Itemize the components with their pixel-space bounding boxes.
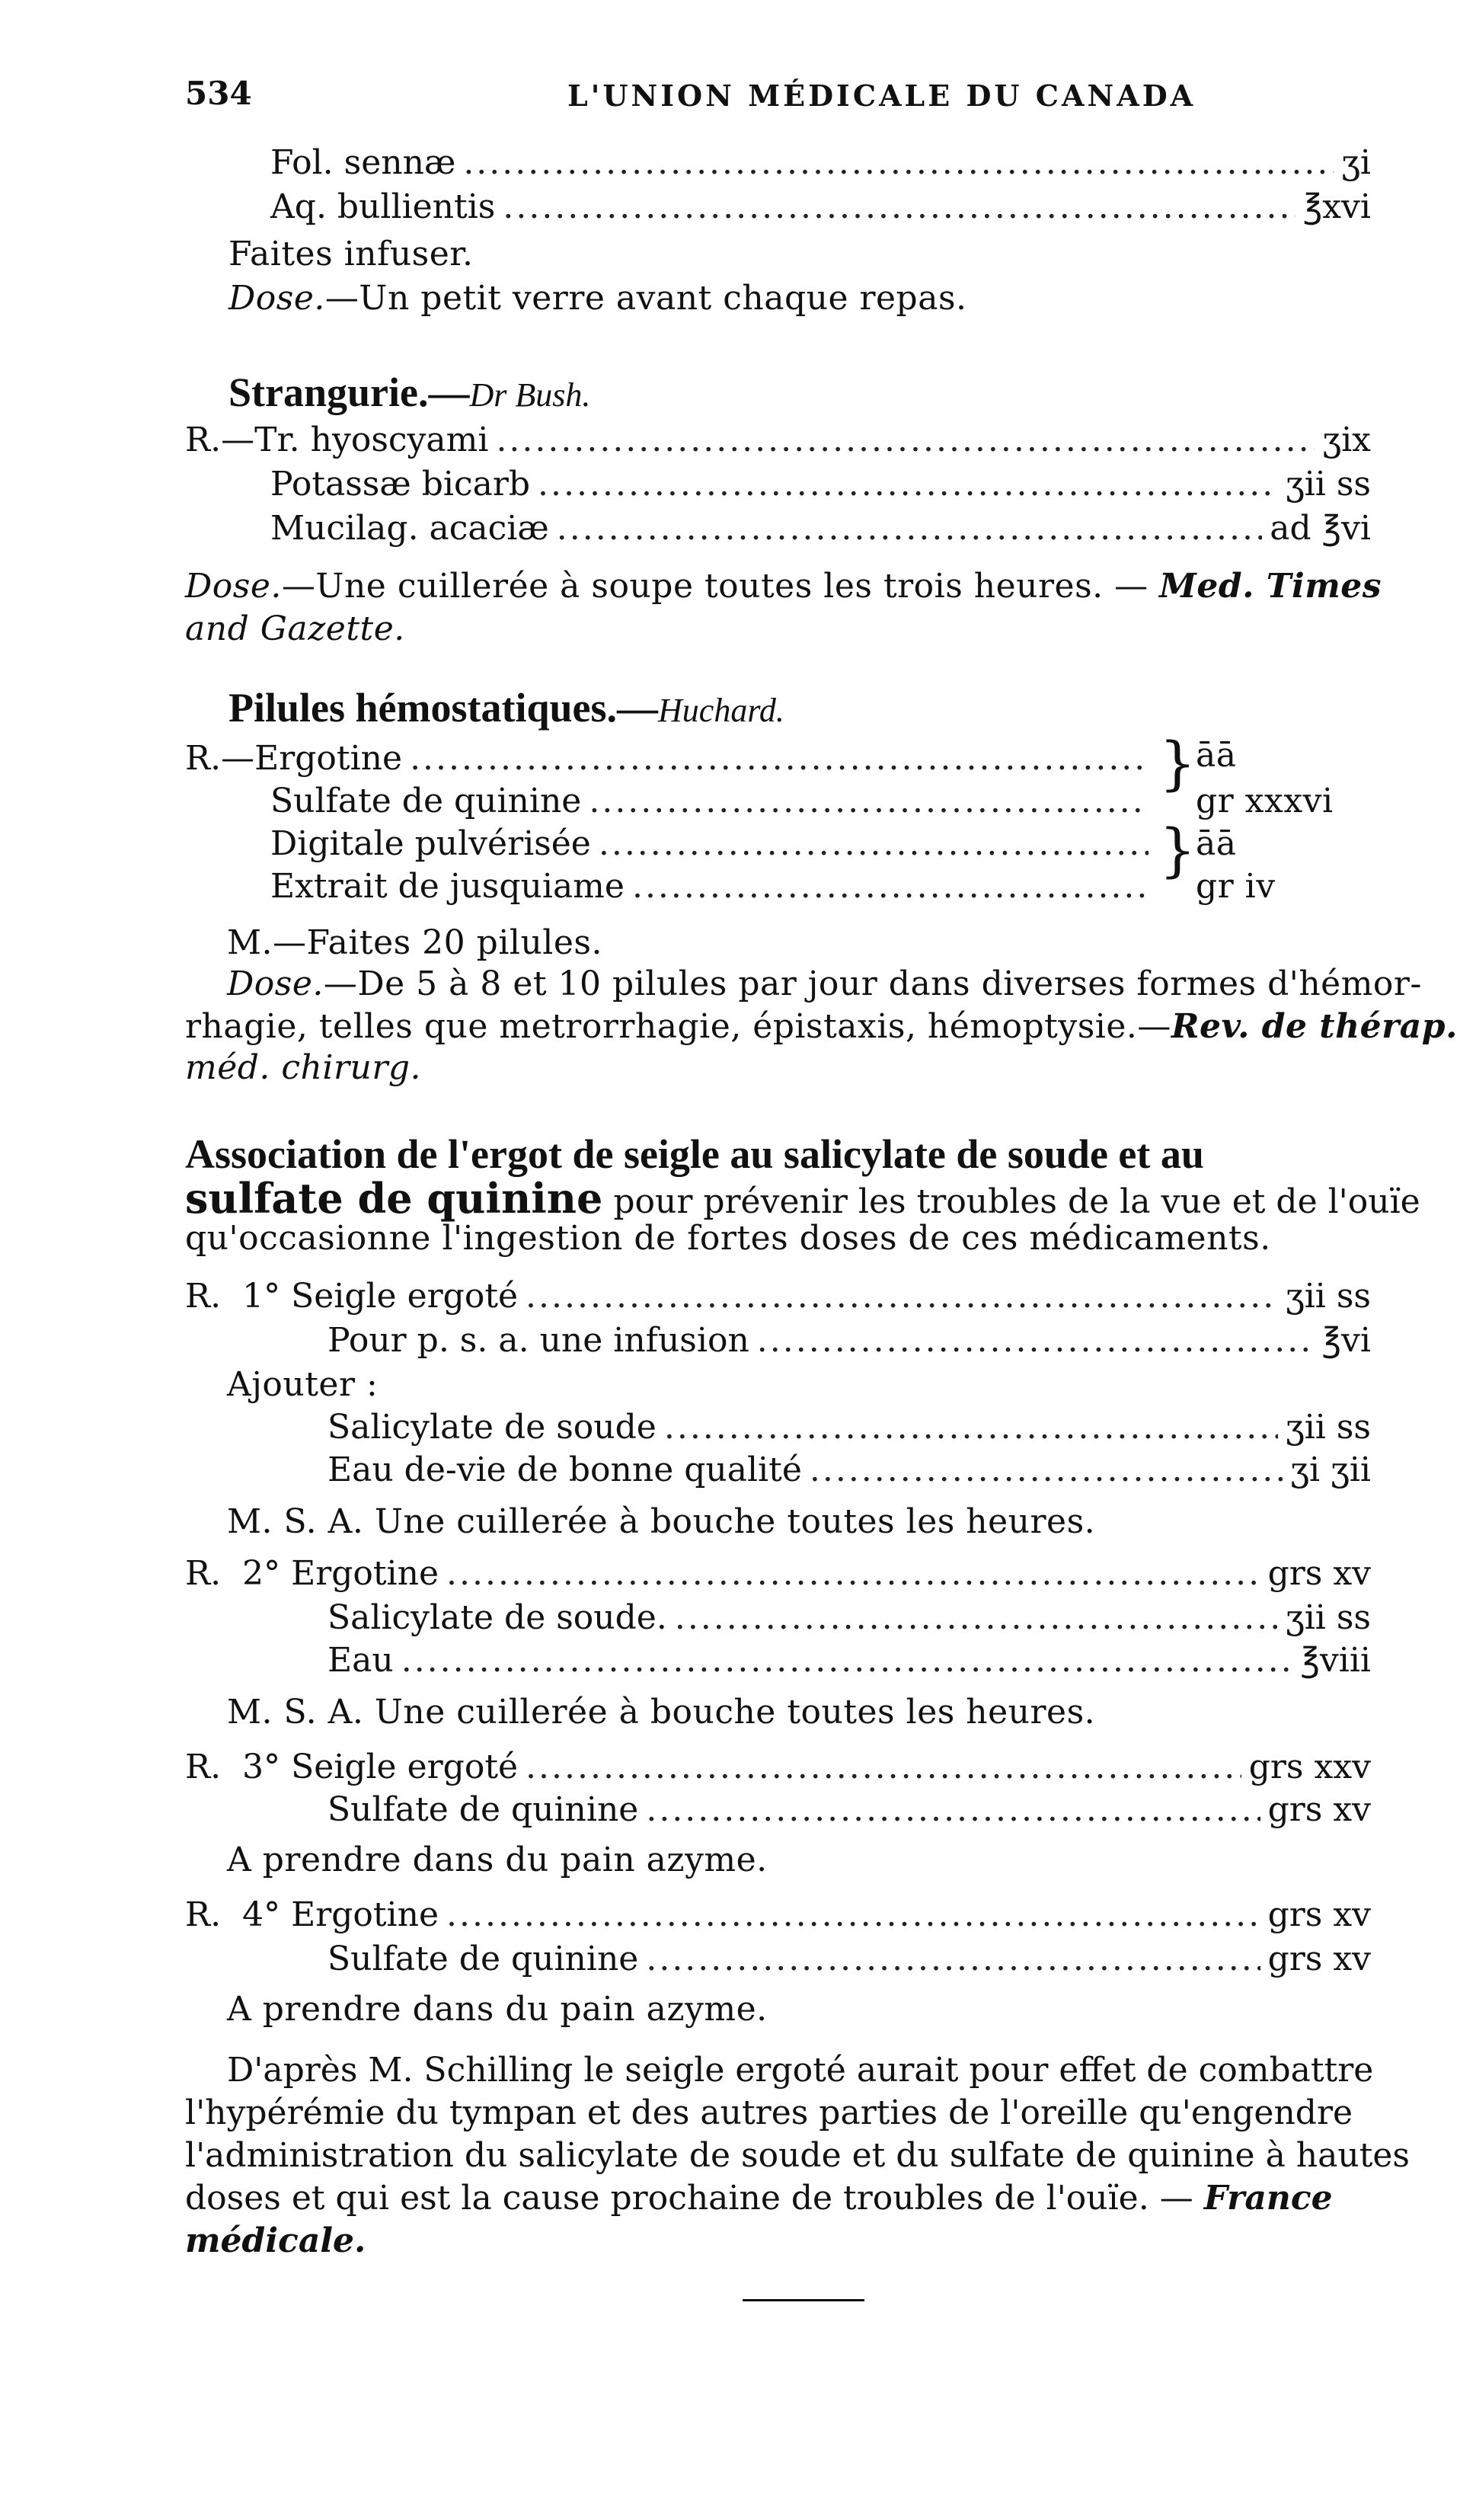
- leader-dots: [646, 1793, 1260, 1827]
- recipe-line: [270, 465, 1371, 504]
- ingredient-amount: grs xv: [1267, 1790, 1371, 1829]
- recipe-line: [327, 1408, 1371, 1447]
- section-divider: [743, 2299, 864, 2301]
- ingredient-amount: ʒi: [1341, 143, 1371, 182]
- leader-dots: [632, 870, 1149, 903]
- leader-dots: [446, 1898, 1260, 1932]
- ingredient-label: Digitale pulvérisée: [270, 824, 591, 863]
- dose-line: [227, 964, 1422, 1003]
- ingredient-label: Eau: [327, 1641, 394, 1680]
- leader-dots: [589, 785, 1149, 818]
- ingredient-amount: ʒi ʒii: [1290, 1450, 1371, 1489]
- dose-text: rhagie, telles que metrorrhagie, épistaxis, hémoptysie.—: [185, 1007, 1171, 1046]
- dose-text: —Une cuillerée à soupe toutes les trois heures. —: [281, 567, 1149, 606]
- dose-line: [185, 567, 1382, 606]
- ingredient-label: R. 2° Ergotine: [185, 1554, 439, 1593]
- source-citation: Rev. de thérap.: [1171, 1007, 1458, 1046]
- recipe-line: [270, 867, 1156, 906]
- ingredient-amount: grs xv: [1267, 1895, 1371, 1934]
- heading-author: Dr Bush.: [469, 376, 591, 414]
- leader-dots: [599, 827, 1149, 861]
- recipe-line: [270, 187, 1371, 226]
- leader-dots: [810, 1453, 1283, 1487]
- brace-glyph: }: [1159, 816, 1196, 884]
- recipe-line: [327, 1321, 1371, 1360]
- ingredient-amount: gr iv: [1196, 867, 1276, 906]
- ingredient-amount: ʒii ss: [1285, 1408, 1371, 1447]
- recipe-line: [327, 1790, 1371, 1829]
- section-heading-line: [185, 1174, 1420, 1223]
- heading-author: Huchard.: [658, 692, 784, 729]
- ingredient-label: Sulfate de quinine: [327, 1790, 639, 1829]
- source-citation: France: [1203, 2179, 1333, 2218]
- heading-title: sulfate de quinine: [185, 1174, 603, 1223]
- dose-label: Dose.: [185, 567, 282, 606]
- ingredient-amount: ℥vi: [1321, 1321, 1371, 1360]
- running-title: L'UNION MÉDICALE DU CANADA: [567, 78, 1196, 113]
- recipe-line: [270, 509, 1371, 548]
- recipe-line: [327, 1940, 1371, 1978]
- ingredient-label: Pour p. s. a. une infusion: [327, 1321, 749, 1360]
- recipe-line: [270, 782, 1156, 820]
- instruction-text: A prendre dans du pain azyme.: [227, 1990, 768, 2029]
- ingredient-label: Salicylate de soude.: [327, 1598, 667, 1637]
- heading-title: Pilules hémostatiques.—: [228, 685, 659, 731]
- dose-line: [185, 1007, 1458, 1046]
- ingredient-label: R. 4° Ergotine: [185, 1895, 439, 1934]
- recipe-line: [185, 1748, 1371, 1786]
- leader-dots: [526, 1280, 1278, 1313]
- leader-dots: [401, 1644, 1293, 1677]
- body-paragraph-line: [185, 2179, 1333, 2218]
- ingredient-amount: ʒii ss: [1285, 465, 1371, 504]
- leader-dots: [538, 468, 1278, 501]
- leader-dots: [503, 190, 1295, 224]
- dose-line: [228, 279, 967, 318]
- body-paragraph-line: D'après M. Schilling le seigle ergoté aurait pour effet de combattre: [227, 2051, 1374, 2090]
- ingredient-label: Salicylate de soude: [327, 1408, 657, 1447]
- heading-subtitle: qu'occasionne l'ingestion de fortes doses de ces médicaments.: [185, 1219, 1271, 1258]
- dose-text: —Un petit verre avant chaque repas.: [324, 279, 967, 318]
- ingredient-label: Extrait de jusquiame: [270, 867, 625, 906]
- leader-dots: [664, 1411, 1278, 1444]
- ingredient-amount: ʒix: [1322, 421, 1371, 459]
- ingredient-amount: ℥viii: [1300, 1641, 1371, 1680]
- heading-subtitle: pour prévenir les troubles de la vue et de l'ouïe: [613, 1182, 1420, 1221]
- recipe-line: [185, 739, 1156, 778]
- ingredient-amount: grs xxv: [1248, 1748, 1371, 1786]
- dose-label: Dose.: [228, 279, 325, 318]
- ingredient-amount: ℥xvi: [1302, 187, 1371, 226]
- ingredient-label: Eau de-vie de bonne qualité: [327, 1450, 802, 1489]
- ingredient-label: Aq. bullientis: [270, 187, 496, 226]
- instruction-text: A prendre dans du pain azyme.: [227, 1840, 768, 1879]
- section-heading: Association de l'ergot de seigle au salicylate de soude et au: [185, 1131, 1204, 1177]
- leader-dots: [557, 512, 1263, 545]
- ingredient-label: Fol. sennæ: [270, 143, 456, 182]
- ingredient-amount: grs xv: [1267, 1940, 1371, 1978]
- recipe-line: [327, 1598, 1371, 1637]
- recipe-line: [327, 1450, 1371, 1489]
- source-citation: médicale.: [185, 2221, 366, 2260]
- brace-glyph: }: [1159, 729, 1196, 797]
- source-citation: Med. Times: [1159, 567, 1382, 606]
- ingredient-label: Mucilag. acaciæ: [270, 509, 549, 548]
- leader-dots: [675, 1601, 1278, 1635]
- ingredient-label: R.—Ergotine: [185, 739, 403, 778]
- ingredient-amount: gr xxxvi: [1196, 782, 1334, 820]
- ingredient-amount: ʒii ss: [1285, 1598, 1371, 1637]
- heading-title: Strangurie.—: [228, 369, 470, 415]
- leader-dots: [496, 424, 1315, 457]
- dose-text: —De 5 à 8 et 10 pilules par jour dans diverses formes d'hémor-: [323, 964, 1422, 1003]
- instruction-text: Faites infuser.: [228, 235, 474, 273]
- aa-mark: āā: [1196, 824, 1237, 863]
- ingredient-label: Sulfate de quinine: [270, 782, 582, 820]
- instruction-text: M.—Faites 20 pilules.: [227, 923, 602, 962]
- section-heading: [228, 684, 784, 731]
- ingredient-label: R. 1° Seigle ergoté: [185, 1277, 519, 1316]
- page-number: 534: [185, 75, 252, 112]
- section-heading: [228, 369, 590, 416]
- leader-dots: [757, 1324, 1315, 1358]
- leader-dots: [410, 742, 1149, 776]
- source-citation: and Gazette.: [185, 609, 405, 648]
- leader-dots: [446, 1557, 1260, 1591]
- recipe-line: [327, 1641, 1371, 1680]
- ingredient-amount: grs xv: [1267, 1554, 1371, 1593]
- leader-dots: [463, 146, 1334, 180]
- dose-label: Dose.: [227, 964, 324, 1003]
- ingredient-label: R. 3° Seigle ergoté: [185, 1748, 519, 1786]
- recipe-line: [270, 824, 1156, 863]
- recipe-line: [185, 1554, 1371, 1593]
- aa-mark: āā: [1196, 736, 1237, 775]
- recipe-line: [185, 421, 1371, 459]
- instruction-text: M. S. A. Une cuillerée à bouche toutes les heures.: [227, 1502, 1096, 1541]
- ingredient-label: R.—Tr. hyoscyami: [185, 421, 489, 459]
- leader-dots: [526, 1751, 1241, 1784]
- source-citation: méd. chirurg.: [185, 1048, 422, 1087]
- instruction-text: M. S. A. Une cuillerée à bouche toutes les heures.: [227, 1693, 1096, 1732]
- ingredient-label: Sulfate de quinine: [327, 1940, 639, 1978]
- recipe-line: [270, 143, 1371, 182]
- paragraph-text: doses et qui est la cause prochaine de troubles de l'ouïe. —: [185, 2179, 1193, 2218]
- recipe-line: [185, 1895, 1371, 1934]
- ingredient-amount: ad ℥vi: [1270, 509, 1371, 548]
- body-paragraph-line: l'hypérémie du tympan et des autres parties de l'oreille qu'engendre: [185, 2093, 1353, 2132]
- ingredient-amount: ʒii ss: [1285, 1277, 1371, 1316]
- instruction-text: Ajouter :: [227, 1365, 379, 1404]
- recipe-line: [185, 1277, 1371, 1316]
- body-paragraph-line: l'administration du salicylate de soude et du sulfate de quinine à hautes: [185, 2136, 1410, 2175]
- leader-dots: [646, 1943, 1260, 1976]
- ingredient-label: Potassæ bicarb: [270, 465, 531, 504]
